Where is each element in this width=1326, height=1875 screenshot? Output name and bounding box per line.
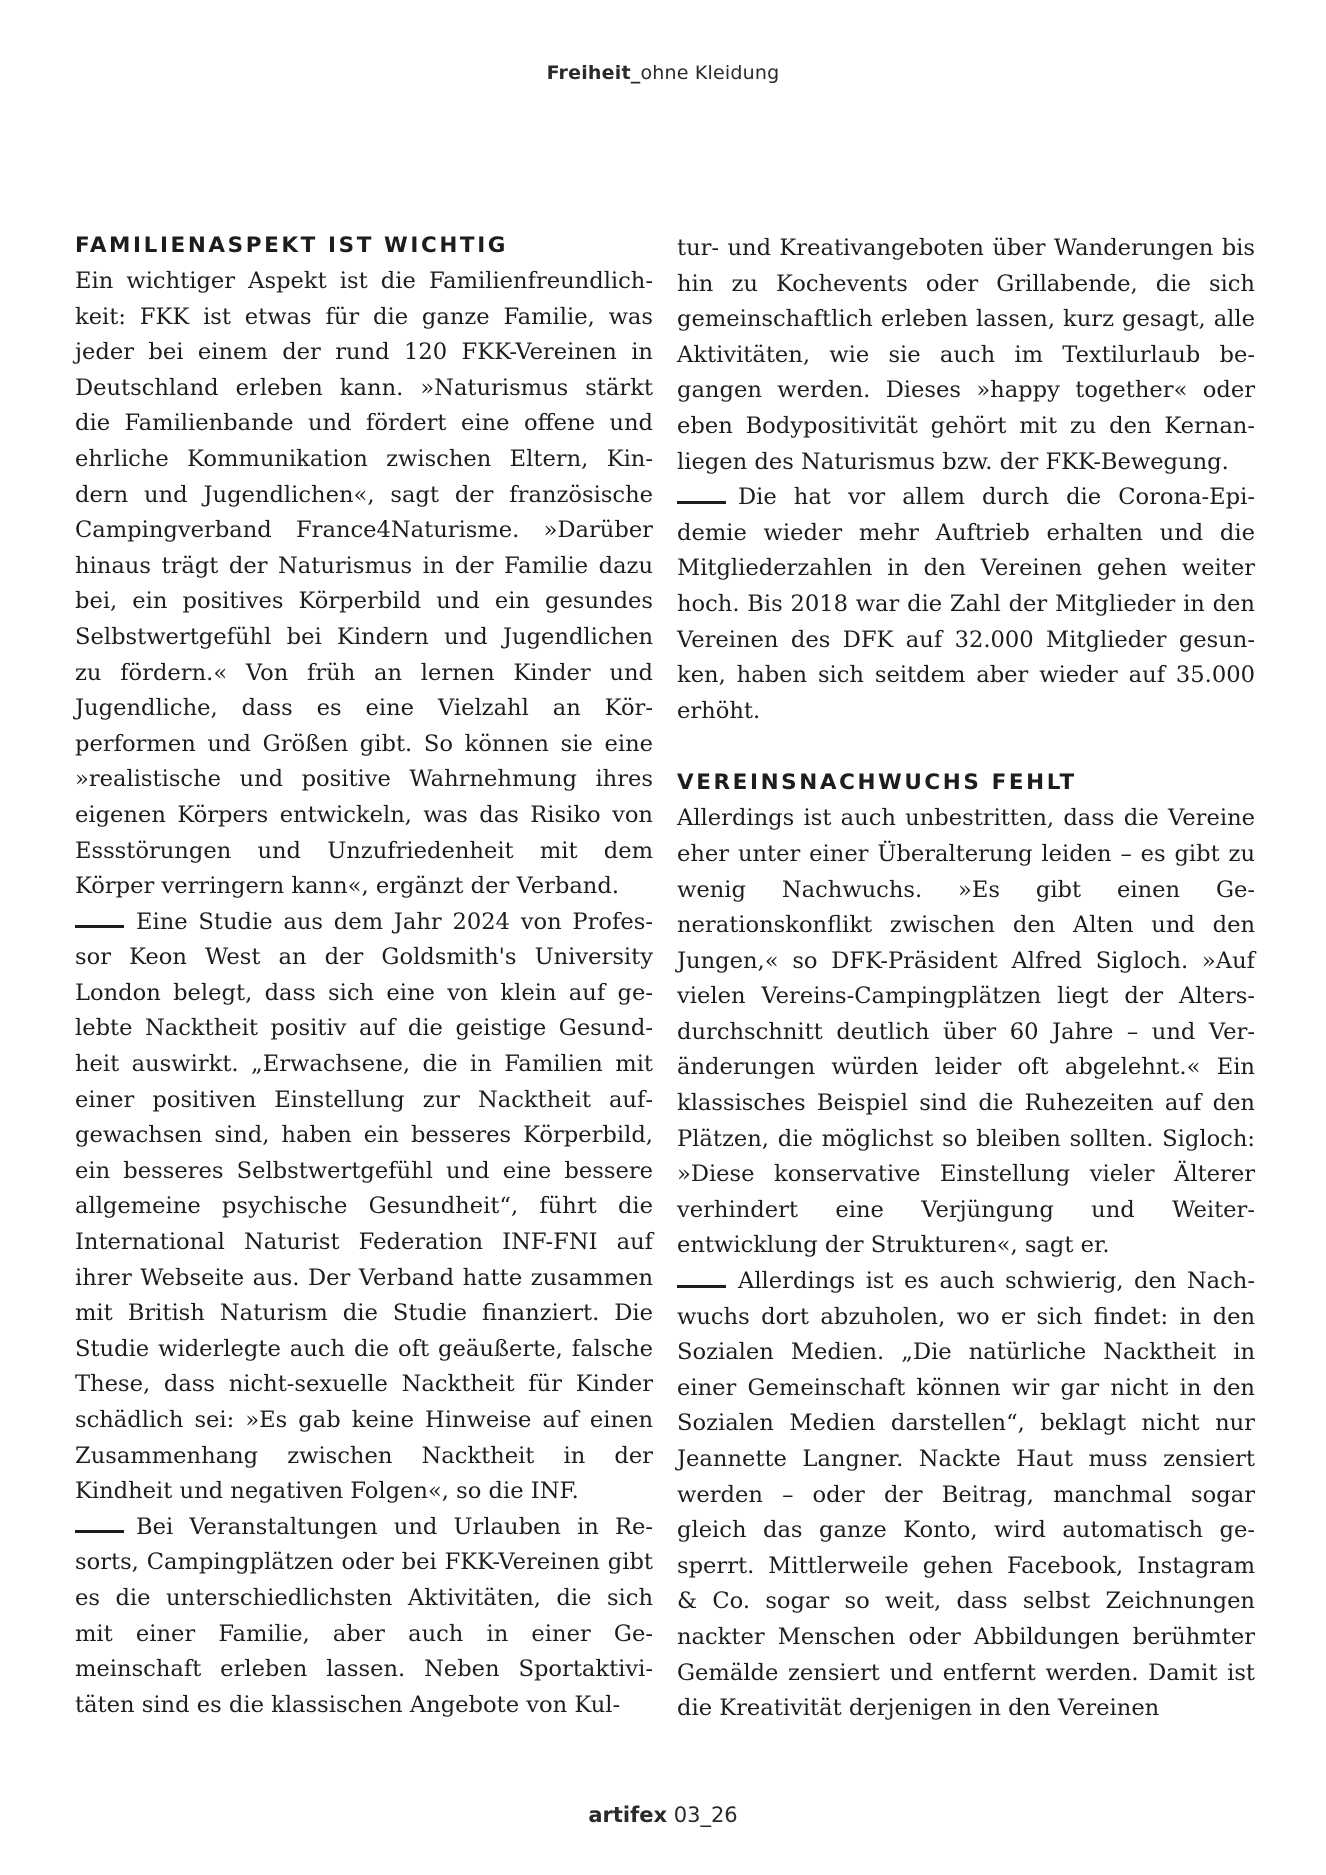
paragraph — [75, 1510, 653, 1724]
section-heading-family: FAMILIENASPEKT IST WICHTIG — [75, 233, 509, 258]
paragraph: tur- und Kreativangeboten über Wanderungen bis hin zu Kochevents oder Grillabende, die sich gemeinschaftlich erleben lassen, kurz gesagt, alle Aktivitäten, wie sie auch im Textilurlaub begangen werden. Dieses »happy together« oder eben Bodypositivität gehört mit zu den Kernanliegen des Naturismus bzw. der FKK-Bewegung. — [677, 235, 1255, 475]
paragraph-dash — [75, 1530, 124, 1533]
paragraph — [677, 1264, 1255, 1727]
magazine-name: artifex — [588, 1803, 668, 1827]
section-gap — [677, 729, 1255, 765]
left-column — [75, 228, 653, 1723]
header-section: Freiheit_ — [546, 62, 641, 84]
paragraph-text: Bei Veranstaltungen und Urlauben in Resorts, Campingplätzen oder bei FKK-Vereinen gibt es die unterschiedlichsten Aktivitäten, die sich mit einer Familie, aber auch in einer Gemeinschaft erleben lassen. Neben Sportaktivitäten sind es die klassischen Angebote von Kul- — [75, 1513, 653, 1718]
page-footer — [0, 1803, 1326, 1827]
running-header — [0, 62, 1326, 84]
issue-number: 03_26 — [673, 1803, 738, 1827]
paragraph-dash — [677, 1285, 726, 1288]
paragraph: Allerdings ist auch unbestritten, dass die Vereine eher unter einer Überalterung leiden – es gibt zu wenig Nachwuchs. »Es gibt einen Generationskonflikt zwischen den Alten und den Jungen,« so DFK-Präsident Alfred Sigloch. »Auf vielen Vereins-Campingplätzen liegt der Altersdurchschnitt deutlich über 60 Jahre – und Veränderungen würden leider oft abgelehnt.« Ein klassisches Beispiel sind die Ruhezeiten auf den Plätzen, die möglichst so bleiben sollten. Sigloch: »Diese konservative Einstellung vieler Älterer verhindert eine Verjüngung und Weiterentwicklung der Strukturen«, sagt er. — [677, 805, 1255, 1259]
paragraph-text: Eine Studie aus dem Jahr 2024 von Professor Keon West an der Goldsmith's University London belegt, dass sich eine von klein auf gelebte Nacktheit positiv auf die geistige Gesundheit auswirkt. „Erwachsene, die in Familien mit einer positiven Einstellung zur Nacktheit aufgewachsen sind, haben ein besseres Körperbild, ein besseres Selbstwertgefühl und eine bessere allgemeine psychische Gesundheit“, führt die International Naturist Federation INF-FNI auf ihrer Webseite aus. Der Verband hatte zusammen mit British Naturism die Studie finanziert. Die Studie widerlegte auch die oft geäußerte, falsche These, dass nicht-sexuelle Nacktheit für Kinder schädlich sei: »Es gab keine Hinweise auf einen Zusammenhang zwischen Nacktheit in der Kindheit und negativen Folgen«, so die INF. — [75, 908, 653, 1505]
paragraph-dash — [677, 501, 726, 504]
paragraph — [75, 905, 653, 1510]
section-heading-youth: VEREINSNACHWUCHS FEHLT — [677, 770, 1077, 796]
paragraph-text: Die hat vor allem durch die Corona-Epidemie wieder mehr Auftrieb erhalten und die Mitgliederzahlen in den Vereinen gehen weiter hoch. Bis 2018 war die Zahl der Mitglieder in den Vereinen des DFK auf 32.000 Mitglieder gesunken, haben sich seitdem aber wieder auf 35.000 erhöht. — [677, 484, 1255, 724]
paragraph-text: Allerdings ist es auch schwierig, den Nachwuchs dort abzuholen, wo er sich findet: in den Sozialen Medien. „Die natürliche Nacktheit in einer Gemeinschaft können wir gar nicht in den Sozialen Medien darstellen“, beklagt nicht nur Jeannette Langner. Nackte Haut muss zensiert werden – oder der Beitrag, manchmal sogar gleich das ganze Konto, wird automatisch gesperrt. Mittlerweile gehen Facebook, Instagram & Co. sogar so weit, dass selbst Zeichnungen nackter Menschen oder Abbildungen berühmter Gemälde zensiert und entfernt werden. Damit ist die Kreativität derjenigen in den Vereinen — [677, 1268, 1255, 1722]
paragraph — [677, 480, 1255, 729]
header-subtitle: ohne Kleidung — [640, 62, 780, 84]
paragraph: Ein wichtiger Aspekt ist die Familienfreundlichkeit: FKK ist etwas für die ganze Familie, was jeder bei einem der rund 120 FKK-Vereinen in Deutschland erleben kann. »Naturismus stärkt die Familienbande und fördert eine offene und ehrliche Kommunikation zwischen Eltern, Kindern und Jugendlichen«, sagt der französische Campingverband France4Naturisme. »Darüber hinaus trägt der Naturismus in der Familie dazu bei, ein positives Körperbild und ein gesundes Selbstwertgefühl bei Kindern und Jugendlichen zu fördern.« Von früh an lernen Kinder und Jugendliche, dass es eine Vielzahl an Körperformen und Größen gibt. So können sie eine »realistische und positive Wahrnehmung ihres eigenen Körpers entwickeln, was das Risiko von Essstörungen und Unzufriedenheit mit dem Körper verringern kann«, ergänzt der Verband. — [75, 268, 653, 900]
right-column — [677, 231, 1255, 1727]
paragraph-dash — [75, 925, 124, 928]
